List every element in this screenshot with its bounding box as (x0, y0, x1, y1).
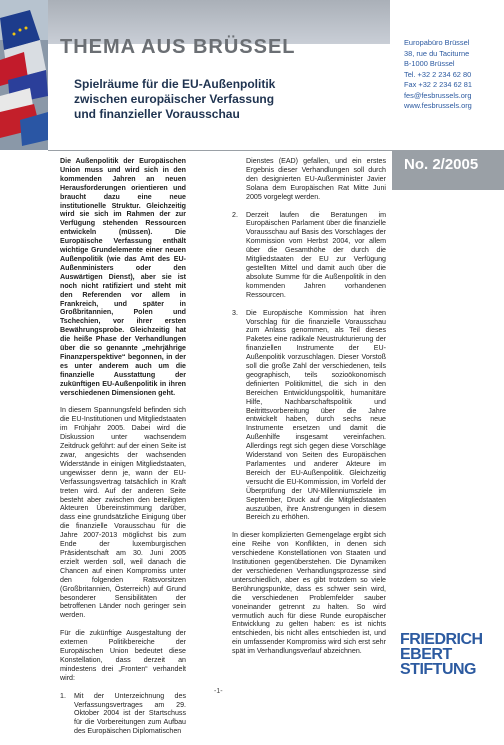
logo-line: FRIEDRICH (400, 631, 483, 648)
lead-paragraph: Die Außenpolitik der Europäischen Union muss und wird sich in den kommenden Jahren an neuen Herausforderungen orientieren und braucht dazu eine neue institutionelle Struktur. Gleichzeitig wird sie sich im Rahmen der zur Verfügung stehenden Ressourcen entwickeln (müssen). Die Europäische Verfassung enthält wichtige Grundelemente einer neuen Außenpolitik (wie das Amt des EU-Außenministers oder den Auswärtigen Dienst), aber sie ist noch nicht ratifiziert und steht mit den Referenden vor allem in Frankreich, und später in Großbritannien, Polen und Tschechien, vor ihrer ersten Bewährungsprobe. Gleichzeitig hat die heiße Phase der Verhandlungen über die so genannte „mehrjährige Finanzperspektive“ begonnen, in der es unter anderem auch um die finanzielle Ausstattung der zukünftigen EU-Außenpolitik in ihren verschiedenen Dimensionen geht. (60, 157, 186, 397)
address-line: B-1000 Brüssel (404, 59, 455, 68)
website-link[interactable]: www.fesbrussels.org (404, 101, 472, 110)
office-address (404, 38, 502, 112)
page-number: -1- (214, 688, 223, 695)
fes-logo (400, 632, 500, 702)
flags-photo (0, 0, 48, 150)
header-divider (48, 150, 392, 151)
list-item (232, 211, 386, 300)
paragraph: Dienstes (EAD) gefallen, und ein erstes Ergebnis dieser Verhandlungen soll durch den designierten EU-Außenminister Javier Solana dem Europäischen Rat Mitte Juni 2005 vorgelegt werden. (246, 157, 386, 201)
address-line: Europabüro Brüssel (404, 38, 470, 47)
phone: Tel. +32 2 234 62 80 (404, 69, 472, 79)
column-right (232, 157, 386, 665)
list-text: Mit der Unterzeichnung des Verfassungsvertrages am 29. Oktober 2004 ist der Startschuss für die Vorbereitungen zum Aufbau des Europäischen Diplomatischen (74, 691, 186, 736)
list-item (60, 692, 186, 737)
list-text: Die Europäische Kommission hat ihren Vorschlag für die finanzielle Vorausschau zum Anlass genommen, als Teil dieses Paketes eine radikale Neustrukturierung der finanziellen Instrumente der EU-Außenpolitik vorzuschlagen. Dieser Vorstoß soll die große Zahl der verschiedenen, teils geographisch, teils sozioökonomisch definierten Politikmittel, die sich in den Bereichen Entwicklungspolitik, humanitäre Hilfe, Nachbarschaftspolitik und Beitrittsvorbereitung über die Jahre entwickelt haben, durch sechs neue Instrumente ersetzen und damit die Außenhilfe insgesamt vereinfachen. Allerdings regt sich gegen diese Vorschläge Widerstand von Seiten des Europäischen Parlamentes und anderer Akteure im Bereich der EU-Außenpolitik. Gleichzeitig versucht die EU-Kommission, im Vorfeld der Überprüfung der UN-Millenniumsziele im September, Druck auf die Mitgliedstaaten auszuüben, ihre Anstrengungen in diesem Bereich zu erhöhen. (246, 308, 386, 522)
logo-line: EBERT (400, 646, 452, 663)
paragraph: Für die zukünftige Ausgestaltung der externen Politikbereiche der Europäischen Union bedeutet diese Konstellation, dass derzeit an mindestens drei „Fronten“ verhandelt wird: (60, 629, 186, 682)
address-line: 38, rue du Taciturne (404, 48, 470, 58)
email-link[interactable]: fes@fesbrussels.org (404, 90, 472, 100)
list-text: Derzeit laufen die Beratungen im Europäischen Parlament über die finanzielle Vorausschau auf Basis des Vorschlages der Kommission vom Herbst 2004, vor allem über die Gesamthöhe der durch die Mitgliedstaaten der EU zur Verfügung gestellten Mittel und damit auch über die absolute Summe für die Außenpolitik in den kommenden Jahren vorhandenen Ressourcen. (246, 210, 386, 299)
issue-number: No. 2/2005 (404, 156, 479, 173)
series-title: THEMA AUS BRÜSSEL (60, 36, 296, 58)
subtitle-line: und finanzieller Vorausschau (74, 107, 240, 121)
paragraph: In dieser komplizierten Gemengelage ergibt sich eine Reihe von Konflikten, in denen sich verschiedene Konstellationen von Staaten und Institutionen gegenüberstehen. Die Dynamiken der verschiedenen Verhandlungsprozesse sind unterschiedlich, aber es gibt trotzdem so viele Berührungspunkte, dass es schwer sein wird, die verschiedenen Problemfelder sauber voneinander getrennt zu halten. So wird vermutlich auch für diese Runde europäischer Entwicklung zu gelten haben: es ist nichts entschieden, bis nicht alles entschieden ist, und ein umfassender Kompromiss wird sich erst sehr spät im Verhandlungsverlauf abzeichnen. (232, 531, 386, 656)
list-number: 3. (232, 308, 238, 317)
document-subtitle (74, 77, 374, 122)
list-item (232, 309, 386, 523)
column-left (60, 157, 186, 745)
subtitle-line: Spielräume für die EU-Außenpolitik (74, 77, 276, 91)
list-number: 1. (60, 691, 66, 700)
logo-line: STIFTUNG (400, 661, 476, 678)
fax: Fax +32 2 234 62 81 (404, 80, 473, 89)
list-number: 2. (232, 210, 238, 219)
subtitle-line: zwischen europäischer Verfassung (74, 92, 275, 106)
paragraph: In diesem Spannungsfeld befinden sich die EU-Institutionen und Mitgliedstaaten im Frühjahr 2005. Dabei wird die Diskussion unter wachsendem Zeitdruck geführt: auf der einen Seite ist zwar, angesichts der wachsenden Widerstände in einigen Mitgliedstaaten, ungewisser denn je, wann der EU-Verfassungsvertrag tatsächlich in Kraft treten wird. Auf der anderen Seite besteht aber zwischen den beteiligten Akteuren Übereinstimmung darüber, dass eine grundsätzliche Einigung über die finanzielle Vorausschau für die Jahre 2007-2013 möglichst bis zum Ende der luxemburgischen Präsidentschaft am 30. Juni 2005 erzielt werden soll, weil danach die Chancen auf einen Kompromiss unter den folgenden Ratsvorsitzen (Großbritannien, Österreich) auf Grund besonderer Sensibilitäten der betroffenen Länder noch geringer sein werden. (60, 406, 186, 620)
